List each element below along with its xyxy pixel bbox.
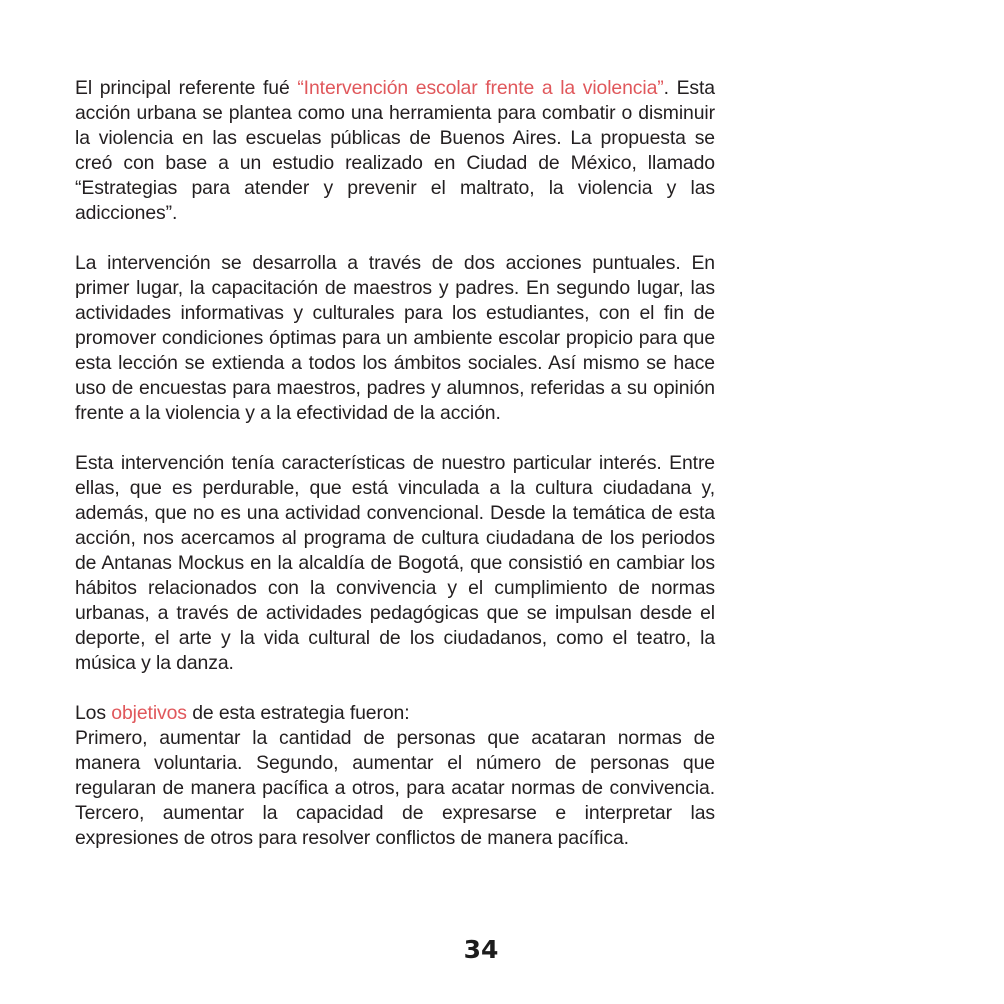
paragraph-objetivos (75, 701, 715, 851)
objetivos-intro-rest: de esta estrategia fueron: (186, 702, 410, 724)
intervencion-escolar-title: “Intervención escolar frente a la violencia” (297, 77, 664, 99)
objetivos-highlight: objetivos (111, 702, 187, 724)
page-number: 34 (463, 935, 499, 964)
objetivos-list-text: Primero, aumentar la cantidad de personas que acataran normas de manera voluntaria. Segundo, aumentar el número de personas que regularan de manera pacífica a otros, para acatar normas de convivencia. Tercero, aumentar la capacidad de expresarse e interpretar las expresiones de otros para resolver conflictos de manera pacífica. (75, 727, 715, 849)
page-body (75, 76, 715, 851)
objetivos-intro-lead: Los (75, 702, 112, 724)
paragraph-desarrollo: La intervención se desarrolla a través de dos acciones puntuales. En primer lugar, la capacitación de maestros y padres. En segundo lugar, las actividades informativas y culturales para los estudiantes, con el fin de promover condiciones óptimas para un ambiente escolar propicio para que esta lección se extienda a todos los ámbitos sociales. Así mismo se hace uso de encuestas para maestros, padres y alumnos, referidas a su opinión frente a la violencia y a la efectividad de la acción. (75, 252, 715, 424)
paragraph-referente-lead: El principal referente fué (75, 77, 298, 99)
paragraph-referente (75, 76, 715, 226)
paragraph-caracteristicas: Esta intervención tenía características de nuestro particular interés. Entre ellas, que es perdurable, que está vinculada a la cultura ciudadana y, además, que no es una actividad convencional. Desde la temática de esta acción, nos acercamos al programa de cultura ciudadana de los periodos de Antanas Mockus en la alcaldía de Bogotá, que consistió en cambiar los hábitos relacionados con la convivencia y el cumplimiento de normas urbanas, a través de actividades pedagógicas que se impulsan desde el deporte, el arte y la vida cultural de los ciudadanos, como el teatro, la música y la danza. (75, 452, 715, 674)
paragraph-referente-rest: . Esta acción urbana se plantea como una herramienta para combatir o disminuir la violencia en las escuelas públicas de Buenos Aires. La propuesta se creó con base a un estudio realizado en Ciudad de México, llamado “Estrategias para atender y prevenir el maltrato, la violencia y las adicciones”. (75, 77, 715, 224)
